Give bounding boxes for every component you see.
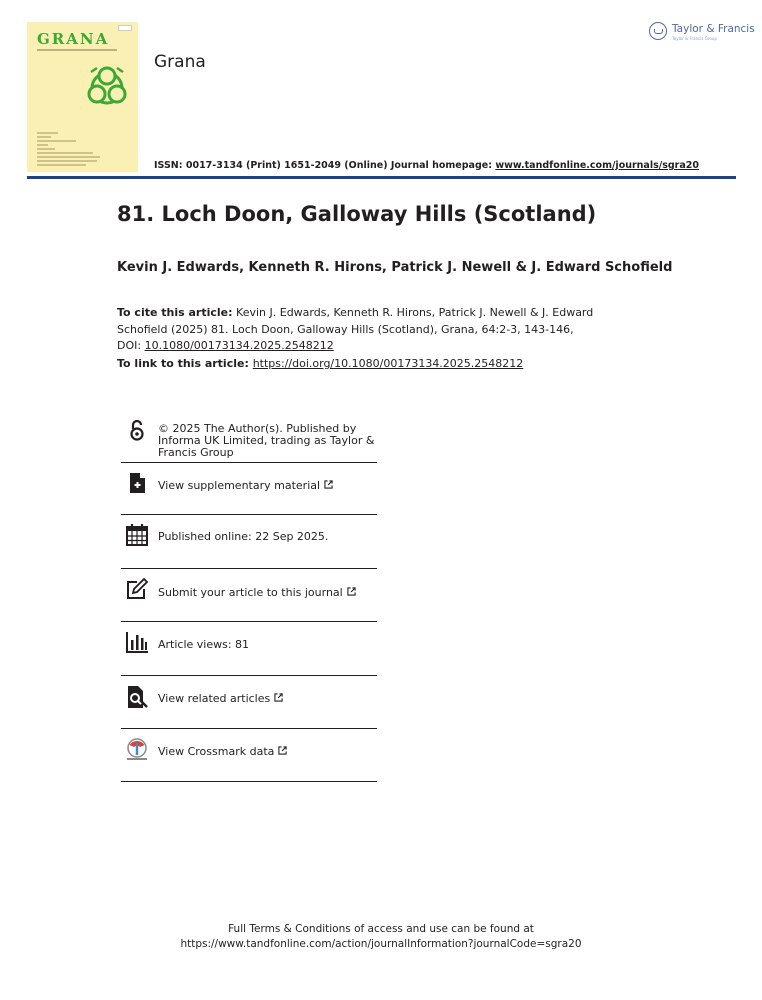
- cover-text-lines: [37, 132, 107, 168]
- cover-subtitle: [37, 49, 117, 51]
- link-label: To link to this article:: [117, 357, 253, 370]
- footer-terms-link[interactable]: https://www.tandfonline.com/action/journalInformation?journalCode=sgra20: [180, 938, 582, 950]
- header-rule: [27, 176, 736, 179]
- issn-text: ISSN: 0017-3134 (Print) 1651-2049 (Online) Journal homepage:: [154, 160, 496, 171]
- open-access-icon: [125, 418, 149, 442]
- published-date: Published online: 22 Sep 2025.: [158, 530, 329, 543]
- publisher-name: Taylor & Francis: [672, 23, 755, 35]
- crossmark-label: View Crossmark data: [158, 745, 275, 758]
- issn-line: [154, 160, 699, 171]
- cite-text: Kevin J. Edwards, Kenneth R. Hirons, Patrick J. Newell & J. Edward Schofield (2025) 81. Loch Doon, Galloway Hills (Scotland), Grana, 64:2-3, 143-146, DOI:: [117, 306, 594, 352]
- cover-stamp: [118, 25, 132, 31]
- journal-name[interactable]: Grana: [154, 52, 206, 72]
- footer: [0, 922, 762, 952]
- supplementary-file-icon: [125, 471, 149, 495]
- external-link-icon: [278, 746, 287, 755]
- list-item-views: [121, 622, 377, 676]
- list-item-license: [121, 412, 377, 463]
- list-item-crossmark[interactable]: [121, 729, 377, 782]
- supplementary-label: View supplementary material: [158, 479, 321, 492]
- list-item-submit[interactable]: [121, 569, 377, 622]
- article-info-list: [121, 412, 377, 782]
- cover-logo-icon: [85, 64, 129, 110]
- cover-title: GRANA: [37, 30, 110, 48]
- related-articles-link[interactable]: [158, 693, 283, 705]
- edit-icon: [125, 577, 149, 601]
- cite-doi-link[interactable]: 10.1080/00173134.2025.2548212: [144, 339, 334, 352]
- article-link: [117, 357, 523, 370]
- submit-label: Submit your article to this journal: [158, 586, 343, 599]
- journal-cover[interactable]: [27, 22, 138, 172]
- submit-article-link[interactable]: [158, 587, 356, 599]
- publisher-logo[interactable]: [649, 22, 755, 44]
- external-link-icon: [324, 480, 333, 489]
- article-authors: Kevin J. Edwards, Kenneth R. Hirons, Patrick J. Newell & J. Edward Schofield: [117, 260, 673, 275]
- search-document-icon: [125, 685, 149, 709]
- external-link-icon: [274, 693, 283, 702]
- article-views: Article views: 81: [158, 638, 250, 651]
- citation: [117, 305, 597, 355]
- journal-homepage-link[interactable]: www.tandfonline.com/journals/sgra20: [495, 160, 699, 171]
- license-text: © 2025 The Author(s). Published by Informa UK Limited, trading as Taylor & Francis Group: [158, 422, 375, 459]
- article-doi-link[interactable]: https://doi.org/10.1080/00173134.2025.2548212: [252, 357, 524, 370]
- tf-logo-icon: [649, 22, 667, 40]
- footer-terms-text: Full Terms & Conditions of access and use can be found at: [228, 923, 534, 935]
- related-label: View related articles: [158, 692, 271, 705]
- supplementary-link[interactable]: [158, 480, 333, 492]
- list-item-supplementary[interactable]: [121, 463, 377, 515]
- bar-chart-icon: [125, 630, 149, 654]
- crossmark-icon: [125, 737, 149, 761]
- publisher-tagline: Taylor & Francis Group: [672, 36, 717, 41]
- article-title: 81. Loch Doon, Galloway Hills (Scotland): [117, 202, 597, 226]
- list-item-published: [121, 515, 377, 569]
- cite-label: To cite this article:: [117, 306, 233, 319]
- external-link-icon: [347, 587, 356, 596]
- crossmark-link[interactable]: [158, 746, 287, 758]
- calendar-icon: [125, 523, 149, 547]
- list-item-related[interactable]: [121, 676, 377, 729]
